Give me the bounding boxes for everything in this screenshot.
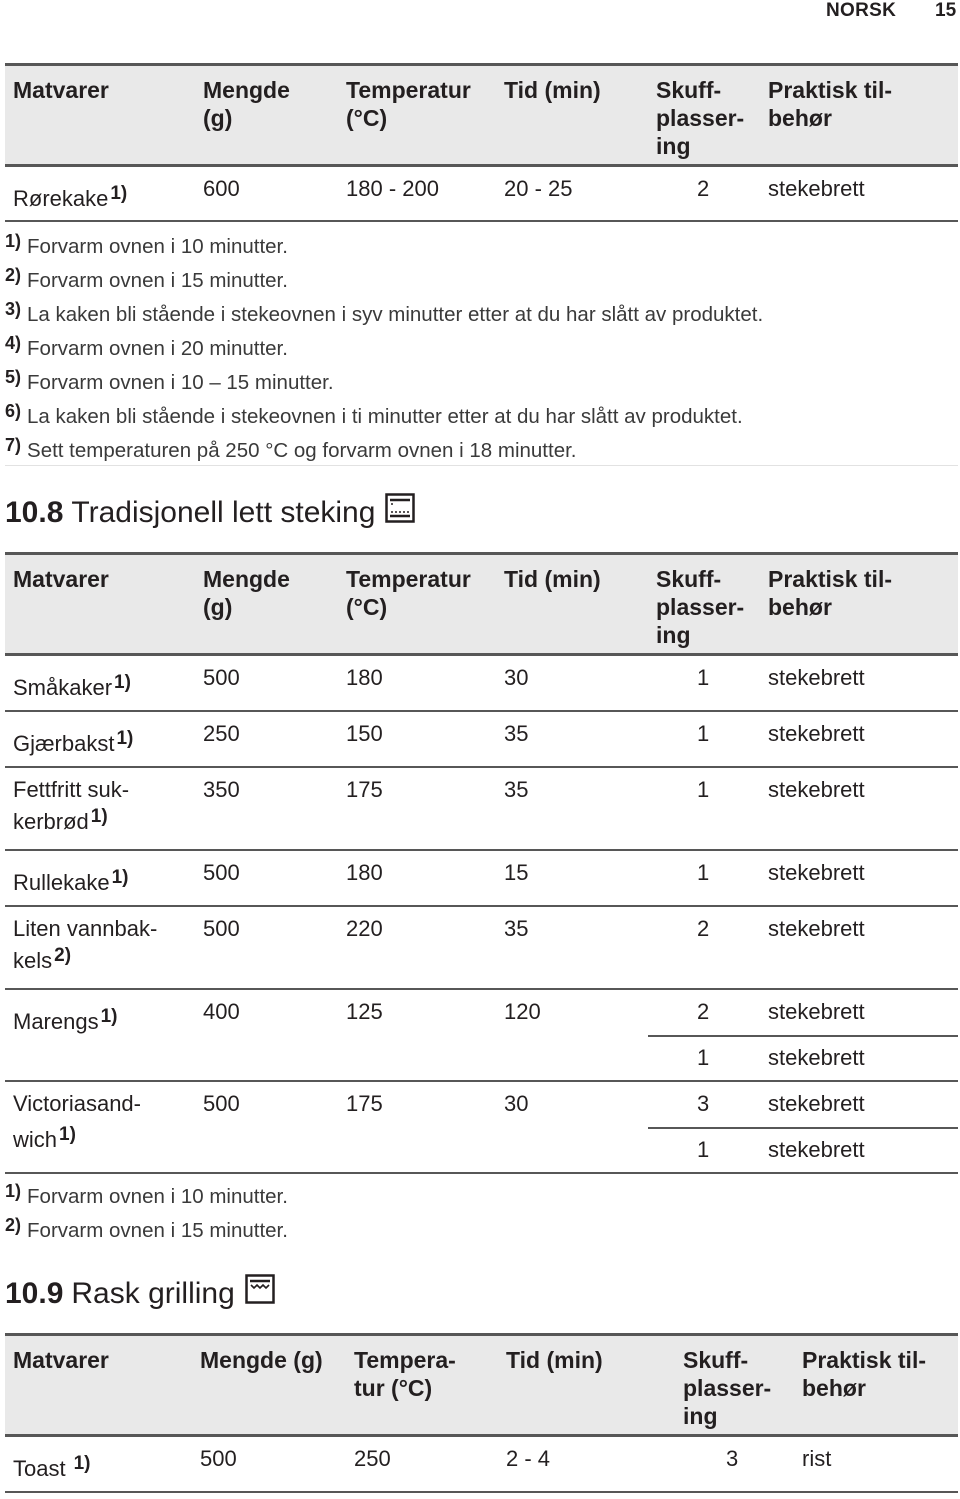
sub-row-divider bbox=[648, 1127, 958, 1129]
shelf: 2 bbox=[697, 916, 710, 941]
accessory: rist bbox=[802, 1446, 832, 1471]
oven-top-bottom-heat-icon bbox=[385, 493, 415, 532]
col-header-temp: Temperatur (°C) bbox=[346, 77, 471, 131]
table-row bbox=[5, 656, 958, 712]
footnote: 4) Forvarm ovnen i 20 minutter. bbox=[5, 333, 288, 360]
shelf: 2 bbox=[697, 176, 710, 201]
section-heading: Rask grilling bbox=[71, 1276, 235, 1310]
accessory: stekebrett bbox=[768, 860, 865, 885]
food-name: Småkaker 1) bbox=[13, 672, 131, 700]
footnotes bbox=[5, 230, 955, 468]
col-header-temp: Temperatur (°C) bbox=[346, 566, 471, 620]
col-header-shelf: Skuff- plasser- ing bbox=[656, 566, 745, 648]
accessory-alt: stekebrett bbox=[768, 1045, 865, 1070]
temperature: 250 bbox=[354, 1446, 391, 1471]
footnote: 7) Sett temperaturen på 250 °C og forvarm ovnen i 18 minutter. bbox=[5, 435, 577, 462]
temperature: 180 bbox=[346, 860, 383, 885]
footnote-ref: 1) bbox=[73, 1453, 91, 1474]
section-heading: Tradisjonell lett steking bbox=[71, 495, 376, 529]
grill-icon bbox=[245, 1274, 275, 1313]
food-name-line1: Liten vannbak- bbox=[13, 916, 158, 941]
footnote-ref: 1) bbox=[90, 806, 108, 827]
col-header-amount: Mengde (g) bbox=[203, 77, 290, 131]
temperature: 125 bbox=[346, 999, 383, 1024]
temperature: 175 bbox=[346, 777, 383, 802]
temperature: 180 bbox=[346, 665, 383, 690]
temperature: 220 bbox=[346, 916, 383, 941]
table-rask-grilling bbox=[5, 1333, 958, 1493]
footnote: 1) Forvarm ovnen i 10 minutter. bbox=[5, 231, 288, 258]
col-header-amount: Mengde (g) bbox=[200, 1347, 323, 1373]
col-header-food: Matvarer bbox=[13, 77, 109, 103]
food-name: Marengs 1) bbox=[13, 1006, 118, 1034]
table-row bbox=[5, 1437, 958, 1493]
food-name-line2: kerbrød 1) bbox=[13, 806, 108, 834]
table-tradisjonell-lett-steking bbox=[5, 552, 958, 1174]
amount: 600 bbox=[203, 176, 240, 201]
footnotes bbox=[5, 1180, 955, 1248]
section-title-10-8 bbox=[5, 493, 415, 532]
accessory: stekebrett bbox=[768, 721, 865, 746]
col-header-accessory: Praktisk til- behør bbox=[768, 566, 892, 620]
col-header-accessory: Praktisk til- behør bbox=[768, 77, 892, 131]
table-header bbox=[5, 63, 958, 167]
table-header bbox=[5, 1333, 958, 1437]
footnote: 1) Forvarm ovnen i 10 minutter. bbox=[5, 1181, 288, 1208]
temperature: 180 - 200 bbox=[346, 176, 439, 201]
amount: 500 bbox=[203, 665, 240, 690]
footnote-ref: 1) bbox=[114, 672, 131, 693]
footnote-ref: 1) bbox=[111, 867, 129, 888]
time: 2 - 4 bbox=[506, 1446, 551, 1471]
food-name: Gjærbakst 1) bbox=[13, 728, 134, 756]
temperature: 150 bbox=[346, 721, 383, 746]
shelf-alt: 1 bbox=[697, 1137, 710, 1162]
amount: 500 bbox=[203, 1091, 240, 1116]
footnote: 2) Forvarm ovnen i 15 minutter. bbox=[5, 265, 288, 292]
section-number: 10.8 bbox=[5, 495, 64, 529]
food-name-line1: Fettfritt suk- bbox=[13, 777, 130, 802]
table-row bbox=[5, 768, 958, 851]
shelf-alt: 1 bbox=[697, 1045, 710, 1070]
page-number: 15 bbox=[935, 0, 957, 21]
amount: 500 bbox=[203, 916, 240, 941]
page-header bbox=[0, 0, 960, 28]
temperature: 175 bbox=[346, 1091, 383, 1116]
table-row bbox=[5, 990, 958, 1082]
table-row bbox=[5, 851, 958, 907]
footnote: 6) La kaken bli stående i stekeovnen i ti minutter etter at du har slått av produktet. bbox=[5, 401, 743, 428]
col-header-time: Tid (min) bbox=[504, 566, 601, 592]
col-header-food: Matvarer bbox=[13, 1347, 109, 1373]
col-header-accessory: Praktisk til- behør bbox=[802, 1347, 926, 1401]
shelf: 1 bbox=[697, 777, 710, 802]
table-rorekake bbox=[5, 63, 958, 222]
col-header-time: Tid (min) bbox=[506, 1347, 603, 1373]
shelf: 2 bbox=[697, 999, 710, 1024]
amount: 250 bbox=[203, 721, 240, 746]
accessory: stekebrett bbox=[768, 1091, 865, 1116]
accessory: stekebrett bbox=[768, 176, 865, 201]
time: 120 bbox=[504, 999, 541, 1024]
footnote-ref: 2) bbox=[54, 945, 72, 966]
footnote-ref: 1) bbox=[116, 728, 134, 749]
sub-row-divider bbox=[648, 1035, 958, 1037]
time: 35 bbox=[504, 916, 529, 941]
time: 35 bbox=[504, 777, 529, 802]
table-header bbox=[5, 552, 958, 656]
time: 35 bbox=[504, 721, 529, 746]
col-header-food: Matvarer bbox=[13, 566, 109, 592]
amount: 400 bbox=[203, 999, 240, 1024]
amount: 350 bbox=[203, 777, 240, 802]
food-name-line1: Victoriasand- bbox=[13, 1091, 141, 1116]
table-row bbox=[5, 712, 958, 768]
time: 20 - 25 bbox=[504, 176, 573, 201]
col-header-temp: Tempera- tur (°C) bbox=[354, 1347, 456, 1401]
table-row bbox=[5, 1082, 958, 1174]
footnote: 5) Forvarm ovnen i 10 – 15 minutter. bbox=[5, 367, 334, 394]
accessory: stekebrett bbox=[768, 665, 865, 690]
notes-divider bbox=[5, 465, 958, 466]
footnote: 3) La kaken bli stående i stekeovnen i syv minutter etter at du har slått av produktet. bbox=[5, 299, 764, 326]
food-name: Rørekake 1) bbox=[13, 183, 128, 211]
time: 30 bbox=[504, 665, 529, 690]
footnote-ref: 1) bbox=[59, 1124, 76, 1145]
time: 15 bbox=[504, 860, 529, 885]
section-number: 10.9 bbox=[5, 1276, 64, 1310]
amount: 500 bbox=[203, 860, 240, 885]
col-header-time: Tid (min) bbox=[504, 77, 601, 103]
col-header-shelf: Skuff- plasser- ing bbox=[656, 77, 745, 159]
shelf: 3 bbox=[697, 1091, 710, 1116]
table-row bbox=[5, 167, 958, 222]
time: 30 bbox=[504, 1091, 529, 1116]
amount: 500 bbox=[200, 1446, 237, 1471]
shelf: 3 bbox=[726, 1446, 739, 1471]
table-row bbox=[5, 907, 958, 990]
accessory-alt: stekebrett bbox=[768, 1137, 865, 1162]
section-title-10-9 bbox=[5, 1274, 275, 1313]
food-name: Toast 1) bbox=[13, 1453, 91, 1481]
footnote-ref: 1) bbox=[110, 183, 128, 204]
food-name: Rullekake 1) bbox=[13, 867, 129, 895]
shelf: 1 bbox=[697, 860, 710, 885]
col-header-shelf: Skuff- plasser- ing bbox=[683, 1347, 772, 1429]
header-language: NORSK bbox=[826, 0, 897, 21]
accessory: stekebrett bbox=[768, 777, 865, 802]
accessory: stekebrett bbox=[768, 916, 865, 941]
shelf: 1 bbox=[697, 721, 710, 746]
footnote-ref: 1) bbox=[100, 1006, 118, 1027]
shelf: 1 bbox=[697, 665, 710, 690]
col-header-amount: Mengde (g) bbox=[203, 566, 290, 620]
food-name-line2: wich 1) bbox=[13, 1124, 76, 1152]
footnote: 2) Forvarm ovnen i 15 minutter. bbox=[5, 1215, 288, 1242]
food-name-line2: kels 2) bbox=[13, 945, 72, 973]
accessory: stekebrett bbox=[768, 999, 865, 1024]
